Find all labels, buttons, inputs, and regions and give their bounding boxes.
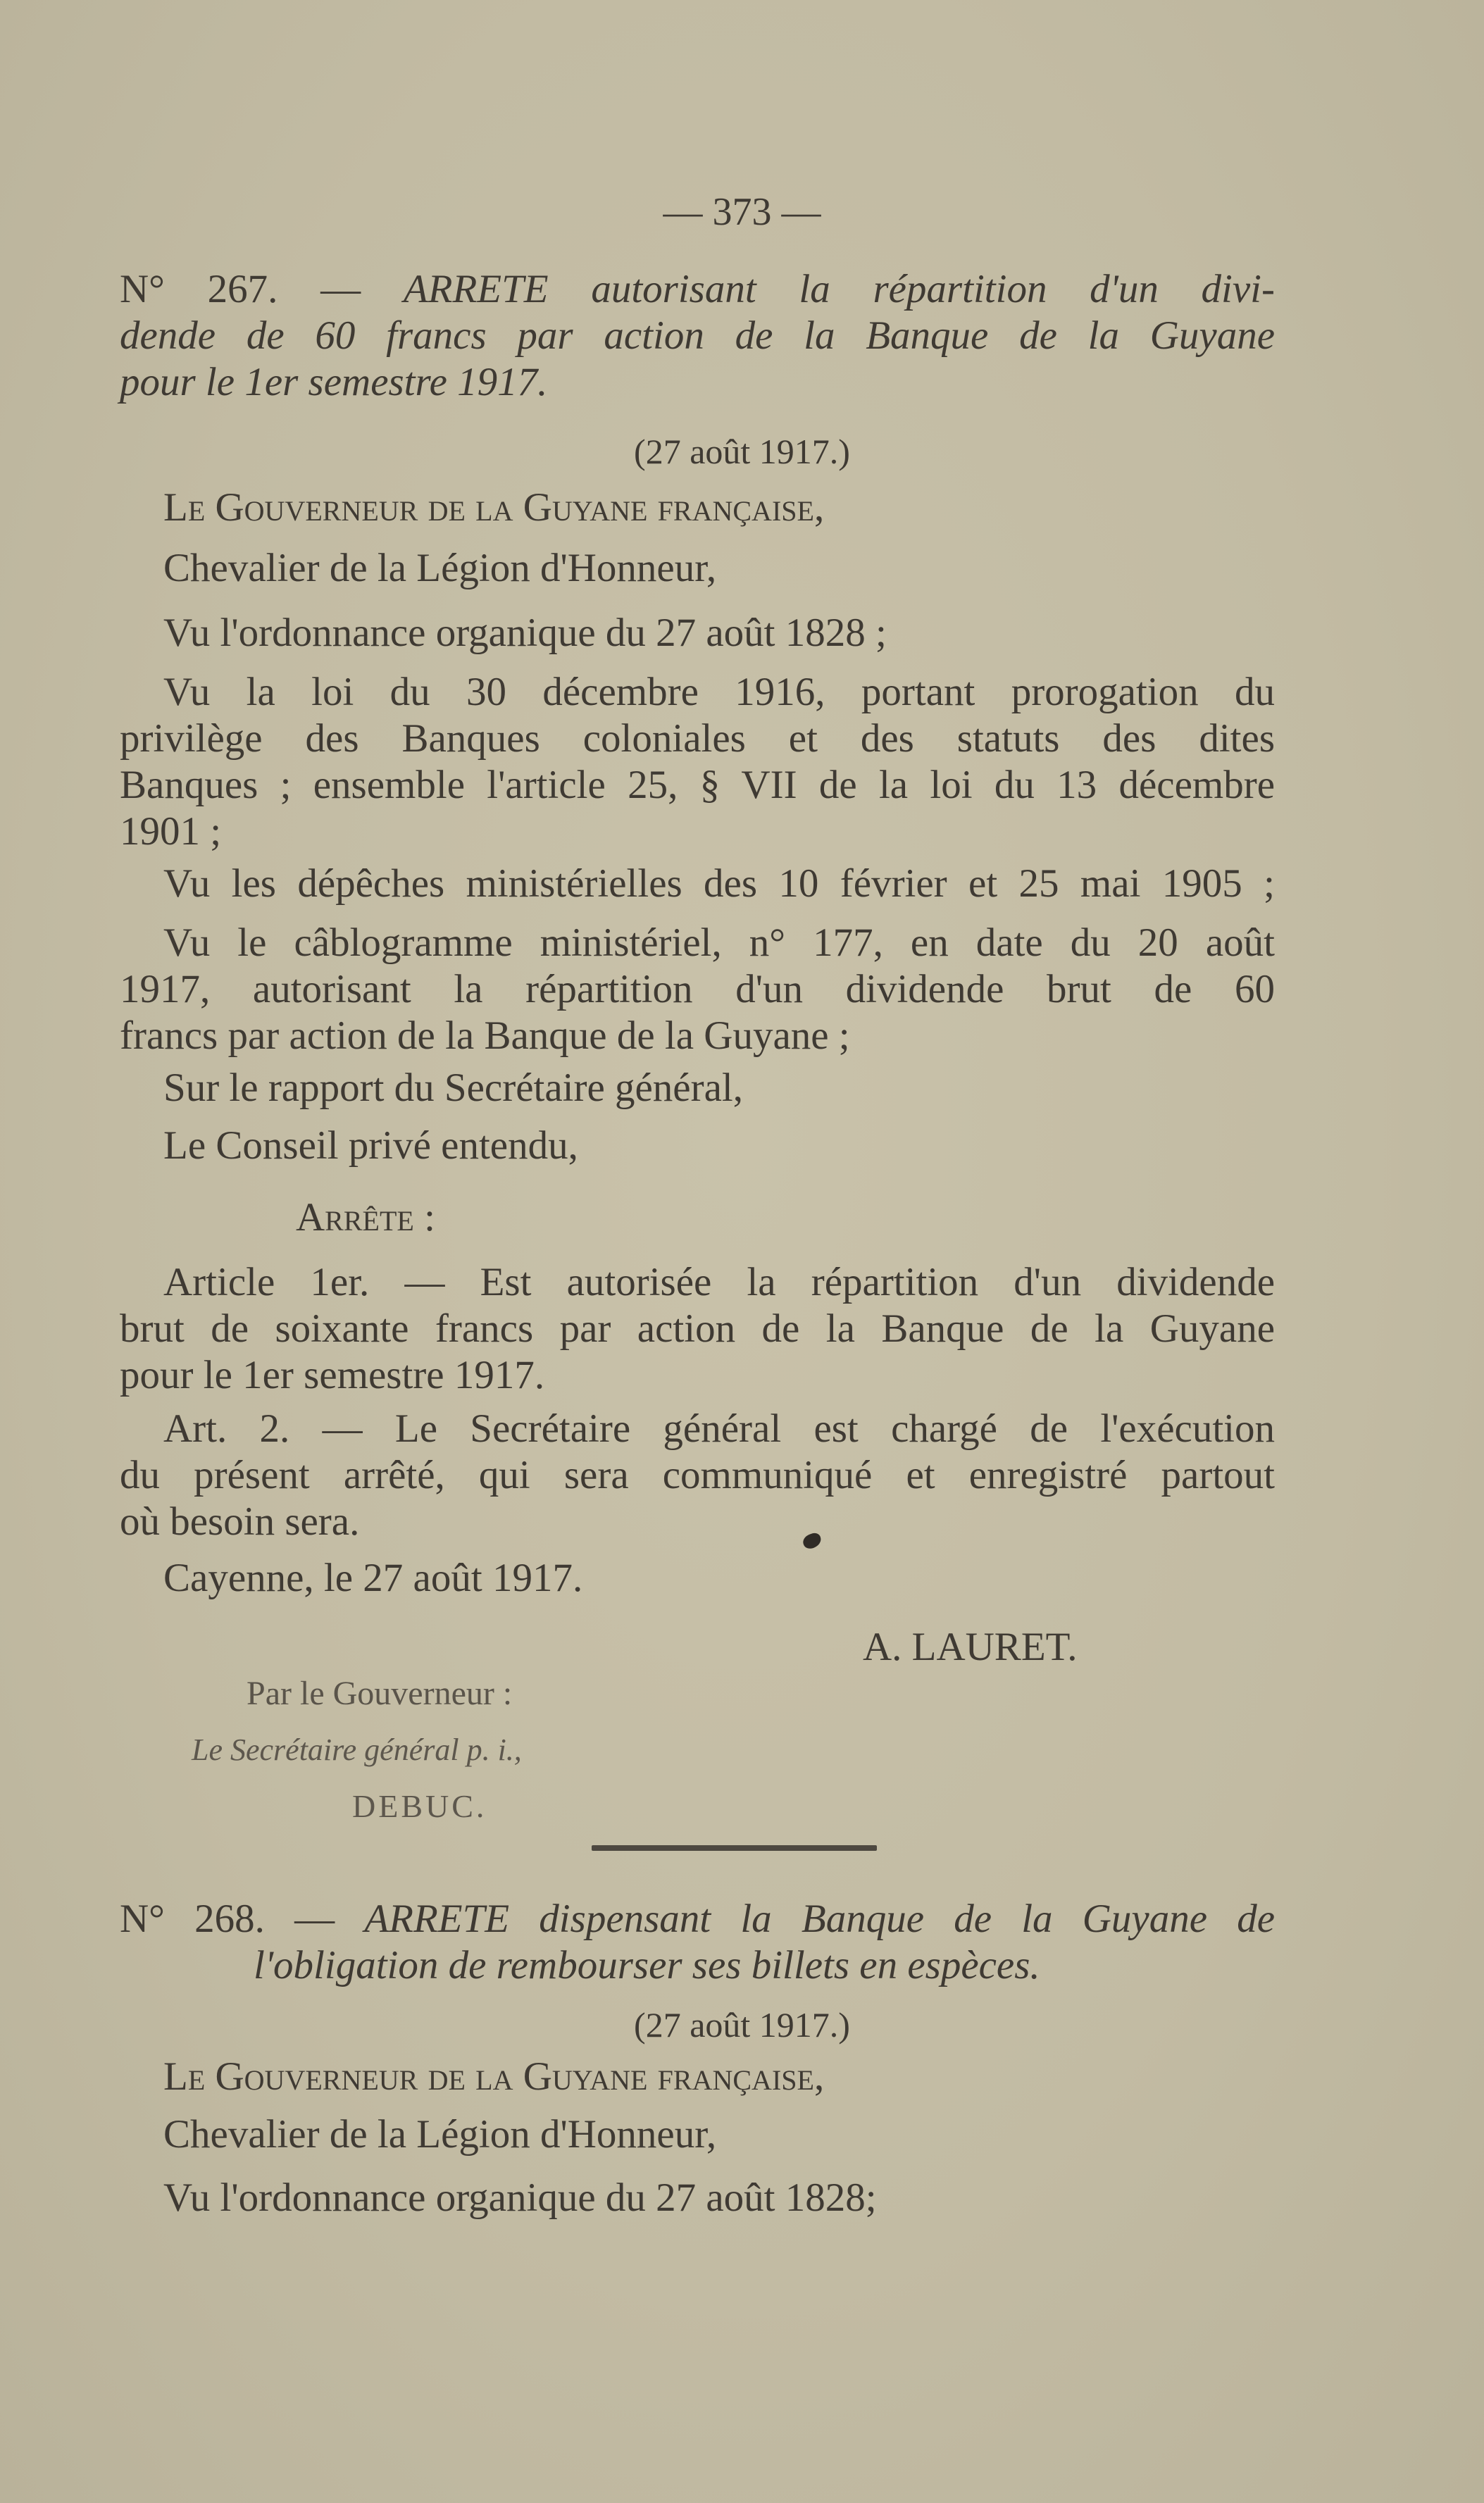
section-separator-rule [592,1845,877,1851]
decree-267-article2-2: du présent arrêté, qui sera communiqué et enregistré partout [120,1453,1275,1497]
decree-267-title-3: pour le 1er semestre 1917. [120,360,548,404]
decree-267-vu-cablogramme-3: francs par action de la Banque de la Guyane ; [120,1013,850,1058]
decree-268-title-1: ARRETE dispensant la Banque de la Guyane de [364,1897,1275,1941]
decree-267-title-2: dende de 60 francs par action de la Banque de la Guyane [120,313,1275,358]
decree-268-number: N° 268. — [120,1897,335,1941]
decree-267-vu-loi-1: Vu la loi du 30 décembre 1916, portant prorogation du [163,670,1275,714]
decree-267-number: N° 267. — [120,267,361,311]
decree-267-secretaire-name: DEBUC. [352,1788,487,1824]
decree-267-vu-loi-3: Banques ; ensemble l'article 25, § VII de la loi du 13 décembre [120,763,1275,807]
decree-267-place-date: Cayenne, le 27 août 1917. [163,1556,583,1600]
decree-267-conseil: Le Conseil privé entendu, [163,1123,578,1168]
decree-267-sur-rapport: Sur le rapport du Secrétaire général, [163,1066,743,1110]
decree-267-par-le-gouverneur: Par le Gouverneur : [247,1675,513,1712]
decree-267-preamble-3: Vu l'ordonnance organique du 27 août 1828 ; [163,611,887,655]
decree-267-vu-loi-2: privilège des Banques coloniales et des statuts des dites [120,716,1275,761]
decree-267-preamble-2: Chevalier de la Légion d'Honneur, [163,546,717,590]
decree-267-title-1: ARRETE autorisant la répartition d'un divi- [403,267,1275,311]
decree-267-article1-2: brut de soixante francs par action de la Banque de la Guyane [120,1306,1275,1351]
decree-268-preamble-3: Vu l'ordonnance organique du 27 août 1828; [163,2176,877,2220]
decree-267-vu-depeches: Vu les dépêches ministérielles des 10 février et 25 mai 1905 ; [163,861,1275,906]
decree-267-preamble-1: Le Gouverneur de la Guyane française, [163,485,825,530]
decree-267-article1-3: pour le 1er semestre 1917. [120,1353,545,1397]
decree-267-secretaire: Le Secrétaire général p. i., [192,1733,522,1767]
decree-267-article2-1: Art. 2. — Le Secrétaire général est chargé de l'exécution [163,1406,1275,1451]
decree-268-preamble-2: Chevalier de la Légion d'Honneur, [163,2112,717,2156]
decree-267-article2-3: où besoin sera. [120,1499,360,1544]
decree-267-vu-cablogramme-1: Vu le câblogramme ministériel, n° 177, en date du 20 août [163,920,1275,965]
decree-267-article1-1: Article 1er. — Est autorisée la répartition d'un dividende [163,1260,1275,1304]
decree-268-heading-line-1 [120,1896,1275,1942]
decree-267-signature: A. LAURET. [863,1625,1078,1669]
decree-268-title-2: l'obligation de rembourser ses billets en espèces. [254,1943,1040,1987]
decree-267-date: (27 août 1917.) [634,432,850,471]
page-number: — 373 — [663,190,821,234]
decree-267-vu-loi-4: 1901 ; [120,809,222,854]
decree-267-heading-line-1 [120,266,1275,313]
decree-268-date: (27 août 1917.) [634,2005,850,2045]
decree-268-preamble-1: Le Gouverneur de la Guyane française, [163,2054,825,2099]
decree-267-arrete-label: Arrête : [296,1195,435,1240]
decree-267-vu-cablogramme-2: 1917, autorisant la répartition d'un dividende brut de 60 [120,967,1275,1011]
